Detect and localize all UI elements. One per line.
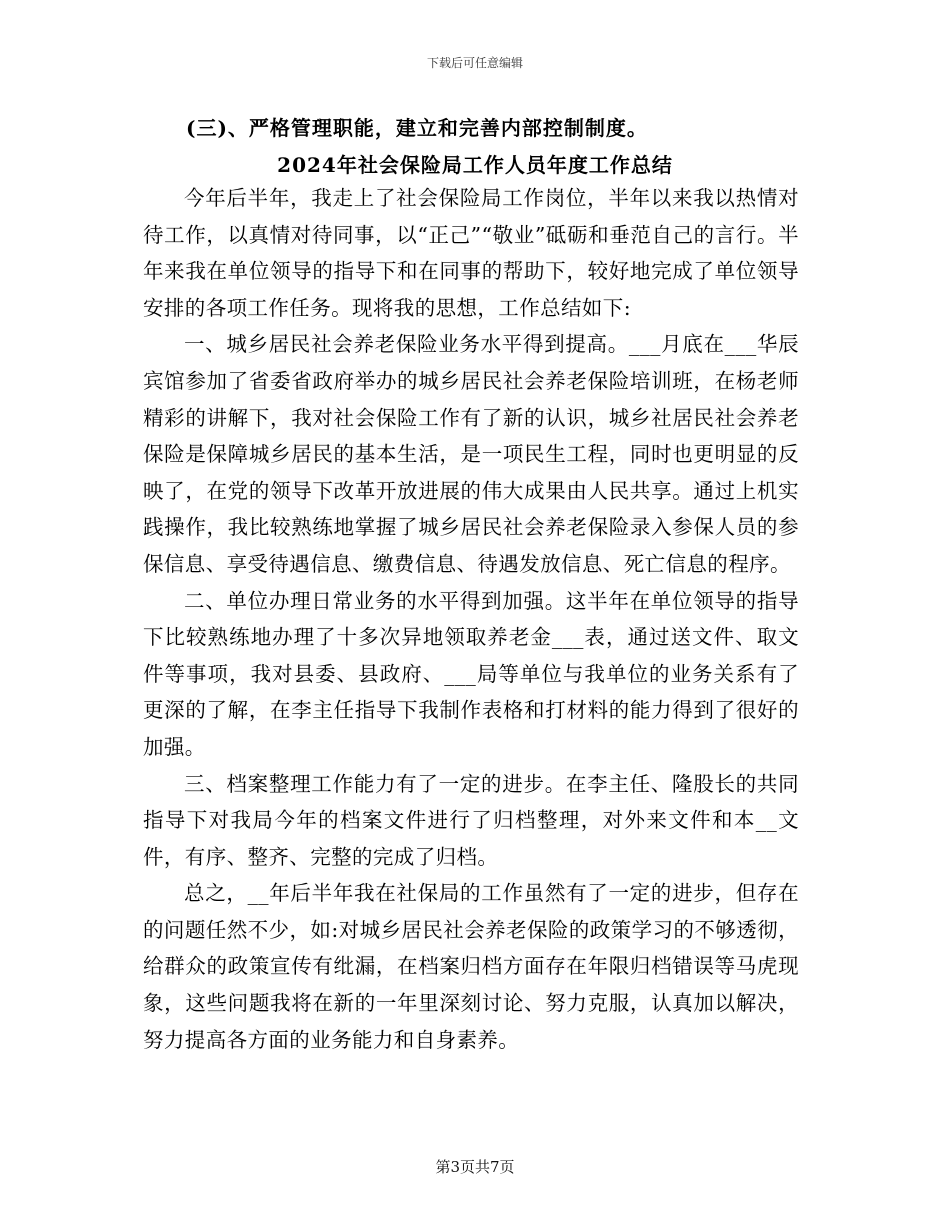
paragraph-daily-business: 二、单位办理日常业务的水平得到加强。这半年在单位领导的指导下比较熟练地办理了十多次异地领取养老金___表，通过送文件、取文件等事项，我对县委、县政府、___局等单位与我单位的业务关系有了更深的了解，在李主任指导下我制作表格和打材料的能力得到了很好的加强。 [143,588,799,759]
paragraph-intro: 今年后半年，我走上了社会保险局工作岗位，半年以来我以热情对待工作，以真情对待同事，以“正己”“敬业”砥砺和垂范自己的言行。半年来我在单位领导的指导下和在同事的帮助下，较好地完成了单位领导安排的各项工作任务。现将我的思想，工作总结如下: [143,186,799,320]
paragraph-pension-business: 一、城乡居民社会养老保险业务水平得到提高。___月底在___华辰宾馆参加了省委省政府举办的城乡居民社会养老保险培训班，在杨老师精彩的讲解下，我对社会保险工作有了新的认识，城乡社居民社会养老保险是保障城乡居民的基本生活，是一项民生工程，同时也更明显的反映了，在党的领导下改革开放进展的伟大成果由人民共享。通过上机实践操作，我比较熟练地掌握了城乡居民社会养老保险录入参保人员的参保信息、享受待遇信息、缴费信息、待遇发放信息、死亡信息的程序。 [143,332,799,576]
header-note: 下载后可任意编辑 [426,56,523,70]
paragraph-conclusion: 总之，__年后半年我在社保局的工作虽然有了一定的进步，但存在的问题任然不少，如:对城乡居民社会养老保险的政策学习的不够透彻，给群众的政策宣传有纰漏，在档案归档方面存在年限归档错误等马虎现象，这些问题我将在新的一年里深刻讨论、努力克服，认真加以解决，努力提高各方面的业务能力和自身素养。 [143,881,799,1052]
paragraph-archives: 三、档案整理工作能力有了一定的进步。在李主任、隆股长的共同指导下对我局今年的档案文件进行了归档整理，对外来文件和本__文件，有序、整齐、完整的完成了归档。 [143,771,799,869]
document-body [143,180,799,1058]
section-heading: (三)、严格管理职能，建立和完善内部控制制度。 [186,116,648,140]
page-number: 第3页共7页 [435,1158,515,1176]
document-title: 2024年社会保险局工作人员年度工作总结 [277,153,673,177]
